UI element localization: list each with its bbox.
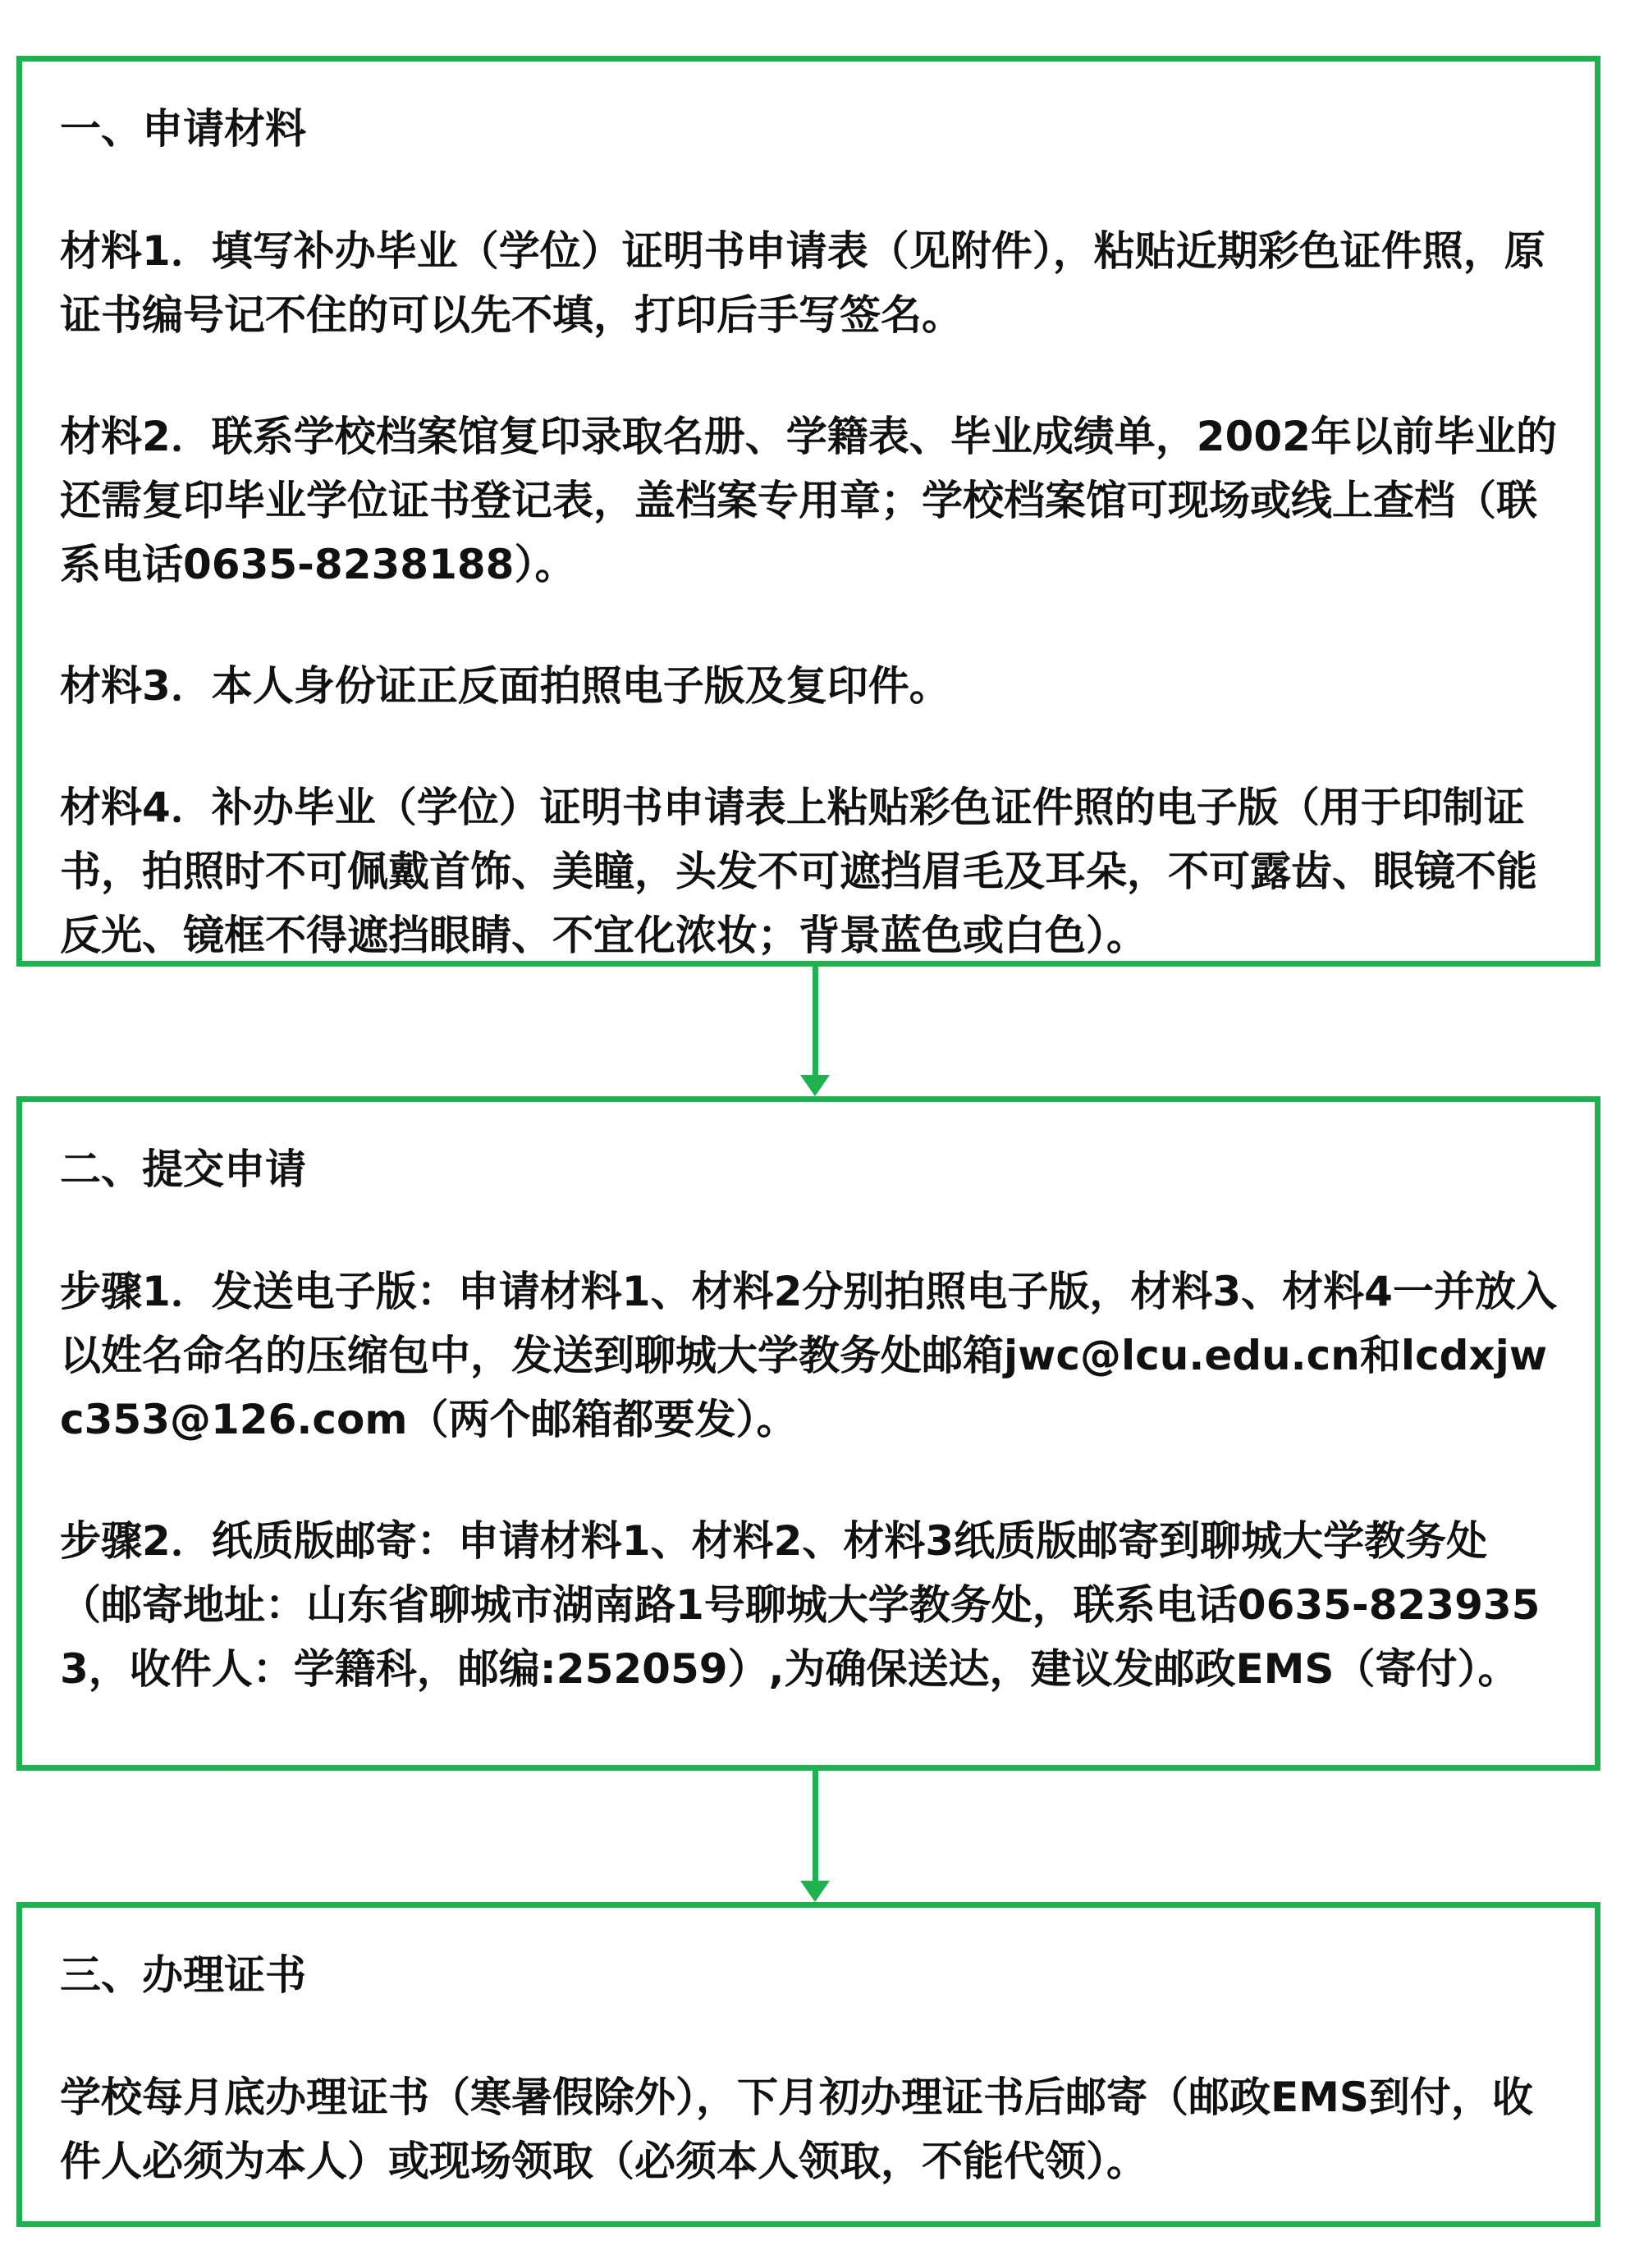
- arrow-down-icon: [800, 1881, 830, 1902]
- material-3-text: 材料3．本人身份证正反面拍照电子版及复印件。: [60, 662, 950, 710]
- step-1-text: 步骤1．发送电子版：申请材料1、材料2分别拍照电子版，材料3、材料4一并放入以姓名命名的压缩包中，发送到聊城大学教务处邮箱jwc@lcu.edu.cn和lcdxjwc353@126.com（两个邮箱都要发）。: [60, 1268, 1557, 1443]
- step-2-text: 步骤2．纸质版邮寄：申请材料1、材料2、材料3纸质版邮寄到聊城大学教务处（邮寄地址：山东省聊城市湖南路1号聊城大学教务处，联系电话0635-8239353，收件人：学籍科，邮编:252059）,为确保送达，建议发邮政EMS（寄付）。: [60, 1517, 1541, 1693]
- arrow-line: [813, 967, 818, 1077]
- material-1-text: 材料1．填写补办毕业（学位）证明书申请表（见附件），粘贴近期彩色证件照，原证书编号记不住的可以先不填，打印后手写签名。: [60, 227, 1545, 339]
- section-box-issue-certificate: [16, 1902, 1600, 2227]
- flow-arrow-2: [808, 1771, 822, 1902]
- section-heading: 三、办理证书: [60, 1951, 306, 1999]
- issue-certificate-text: 学校每月底办理证书（寒暑假除外），下月初办理证书后邮寄（邮政EMS到付，收件人必须为本人）或现场领取（必须本人领取，不能代领）。: [60, 2074, 1533, 2185]
- section-box-application-materials: [16, 56, 1600, 967]
- material-2-text: 材料2．联系学校档案馆复印录取名册、学籍表、毕业成绩单，2002年以前毕业的还需复印毕业学位证书登记表，盖档案专用章；学校档案馆可现场或线上查档（联系电话0635-8238188）。: [60, 413, 1557, 588]
- material-4-text: 材料4．补办毕业（学位）证明书申请表上粘贴彩色证件照的电子版（用于印制证书，拍照时不可佩戴首饰、美瞳，头发不可遮挡眉毛及耳朵，不可露齿、眼镜不能反光、镜框不得遮挡眼睛、不宜化浓妆；背景蓝色或白色）。: [60, 784, 1537, 959]
- section-heading: 二、提交申请: [60, 1145, 306, 1193]
- section-box-submit-application: [16, 1096, 1600, 1771]
- flow-arrow-1: [808, 967, 822, 1096]
- arrow-down-icon: [800, 1075, 830, 1096]
- section-heading: 一、申请材料: [60, 105, 306, 153]
- arrow-line: [813, 1771, 818, 1882]
